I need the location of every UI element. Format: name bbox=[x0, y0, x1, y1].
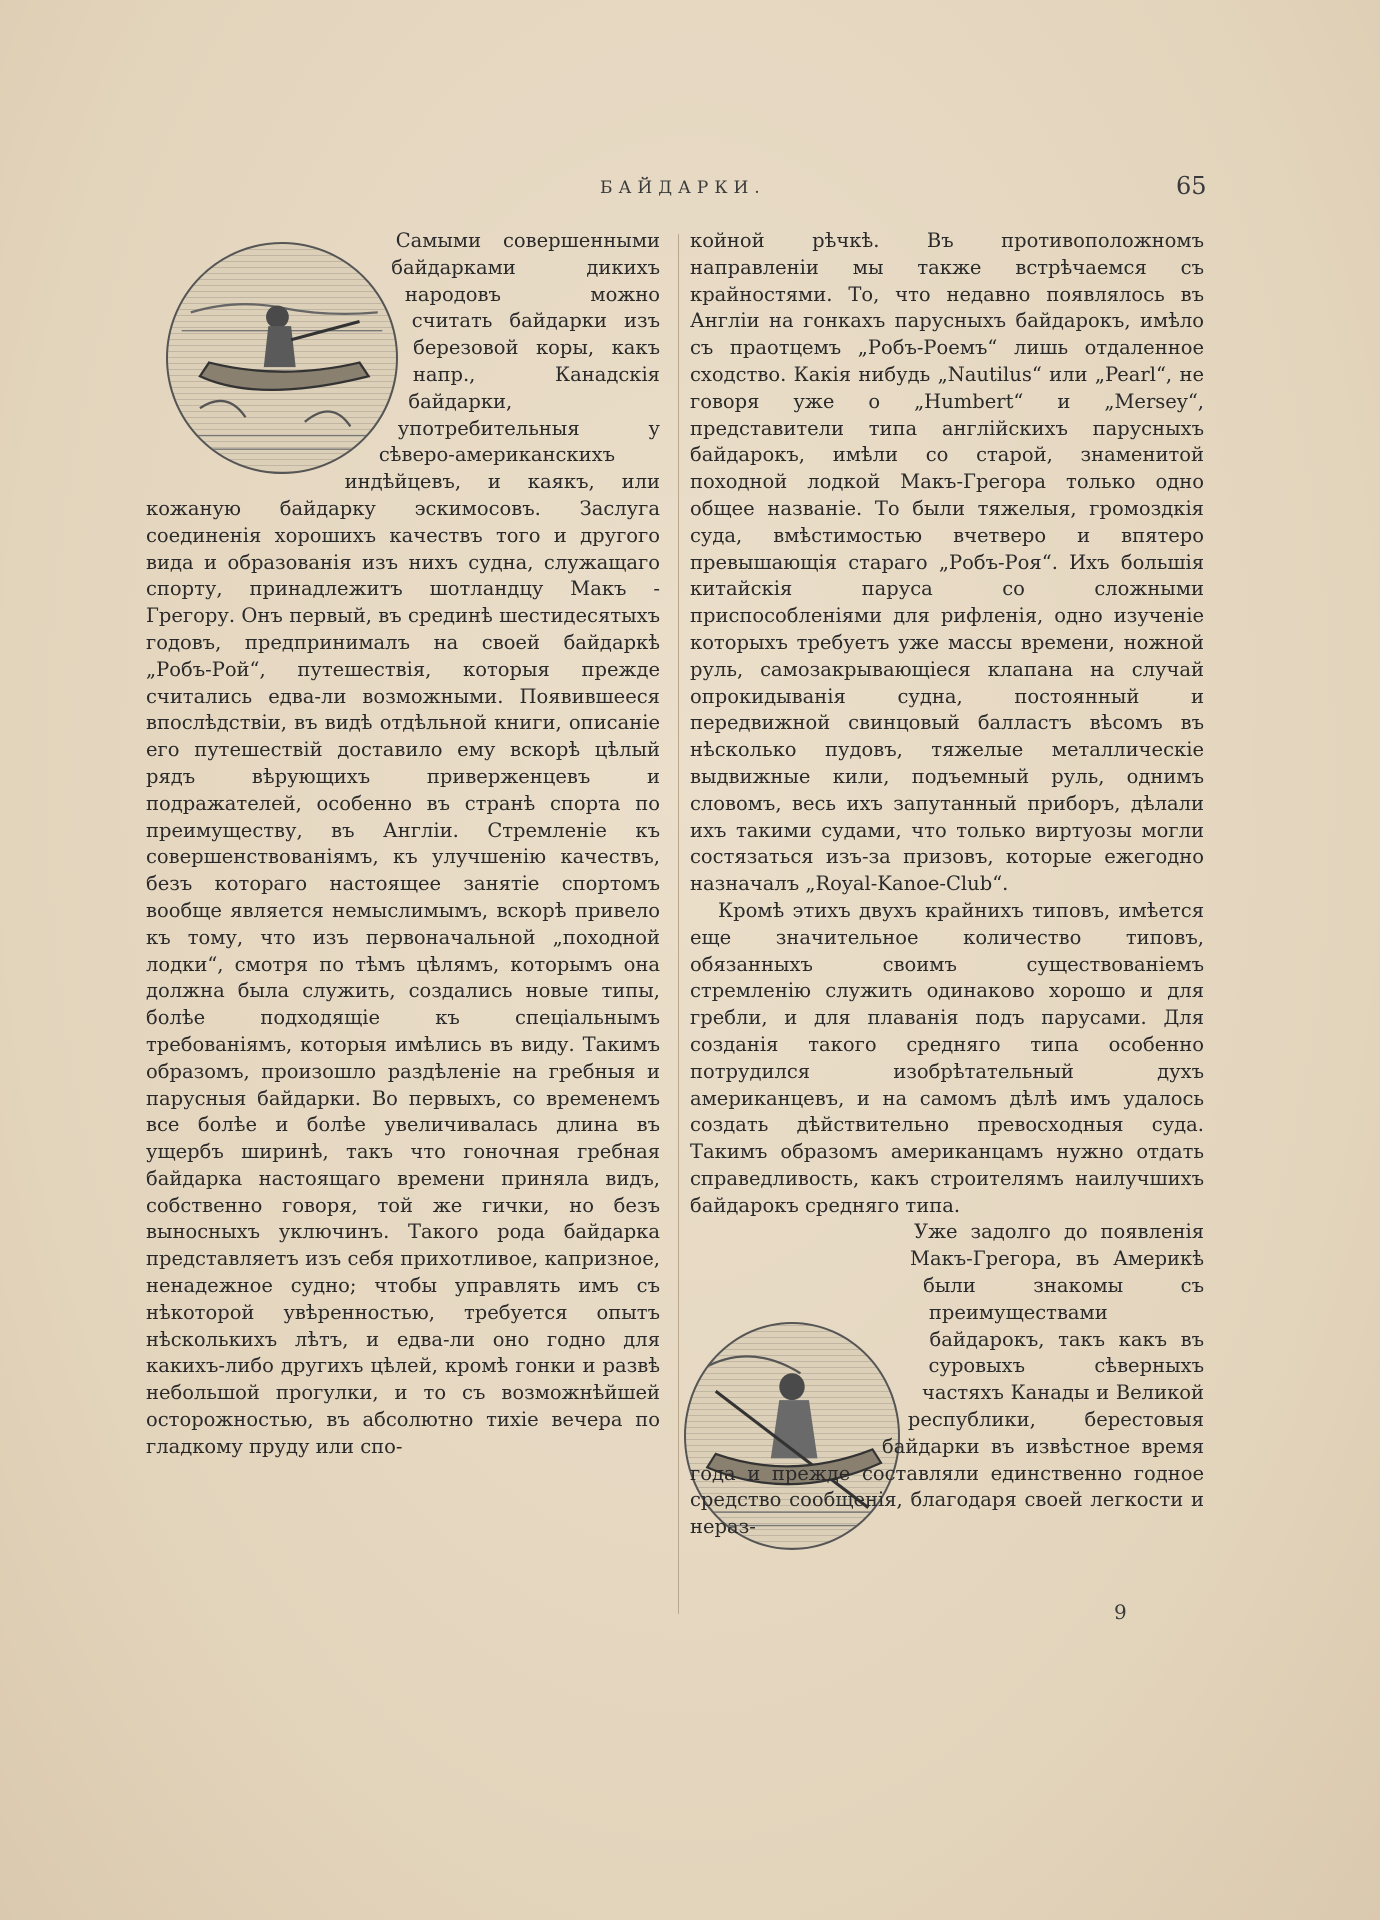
signature-mark: 9 bbox=[1114, 1600, 1127, 1624]
paragraph: Уже задолго до появленія Макъ-Грегора, въ Америкѣ были знакомы съ преимуществами байдарокъ, такъ какъ въ суровыхъ сѣверныхъ частяхъ Канады и Великой республики, берестовыя байдарки въ извѣстное время года и прежде составляли единственно годное средство сообщенія, благодаря своей легкости и нераз- bbox=[690, 1220, 1204, 1539]
left-column bbox=[146, 228, 660, 1461]
paragraph: койной рѣчкѣ. Въ противоположномъ направленіи мы также встрѣчаемся съ крайностями. То, что недавно появлялось въ Англіи на гонкахъ парусныхъ байдарокъ, имѣло съ праотцемъ „Робъ-Роемъ“ лишь отдаленное сходство. Какія нибудь „Nautilus“ или „Pearl“, не говоря уже о „Humbert“ и „Mersey“, представители типа англійскихъ парусныхъ байдарокъ, имѣли со старой, знаменитой походной лодкой Макъ-Грегора только одно общее названіе. То были тяжелыя, громоздкія суда, вмѣстимостью вчетверо и впятеро превышающія стараго „Робъ-Роя“. Ихъ большія китайскія паруса со сложными приспособленіями для рифленія, одно изученіе которыхъ требуетъ уже массы времени, ножной руль, самозакрывающіеся клапана на случай опрокидыванія судна, постоянный и передвижной свинцовый балластъ вѣсомъ въ нѣсколько пудовъ, тяжелые металлическіе выдвижные кили, подъемный руль, однимъ словомъ, весь ихъ запутанный приборъ, дѣлали ихъ такими судами, что только виртуозы могли состязаться изъ-за призовъ, которые ежегодно назначалъ „Royal-Kanoe-Club“. bbox=[690, 229, 1204, 896]
paragraph: Кромѣ этихъ двухъ крайнихъ типовъ, имѣется еще значительное количество типовъ, обязанныхъ своимъ существованіемъ стремленію служить одинаково хорошо и для гребли, и для плаванія подъ парусами. Для созданія такого средняго типа особенно потрудился изобрѣтательный духъ американцевъ, и на самомъ дѣлѣ имъ удалось создать дѣйствительно превосходныя суда. Такимъ образомъ американцамъ нужно отдать справедливость, какъ строителямъ наилучшихъ байдарокъ средняго типа. bbox=[690, 898, 1204, 1217]
figure-wrap-space bbox=[146, 228, 416, 480]
figure-wrap-space bbox=[690, 1219, 926, 1457]
page-number: 65 bbox=[1176, 172, 1207, 200]
running-head: БАЙДАРКИ. bbox=[600, 178, 766, 198]
column-divider bbox=[678, 234, 679, 1614]
paragraph: Самыми совершенными байдарками дикихъ народовъ можно считать байдарки изъ березовой коры, какъ напр., Канадскія байдарки, употребительныя у сѣверо-американскихъ индѣйцевъ, и каякъ, или кожаную байдарку эскимосовъ. Заслуга соединенія хорошихъ качествъ того и другого вида и образованія изъ нихъ судна, служащаго спорту, принадлежитъ шотландцу Макъ - Грегору. Онъ первый, въ срединѣ шестидесятыхъ годовъ, предпринималъ на своей байдаркѣ „Робъ-Рой“, путешествія, которыя прежде считались едва-ли возможными. Появившееся впослѣдствіи, въ видѣ отдѣльной книги, описаніе его путешествій доставило ему вскорѣ цѣлый рядъ вѣрующихъ приверженцевъ и подражателей, особенно въ странѣ спорта по преимуществу, въ Англіи. Стремленіе къ совершенствованіямъ, къ улучшенію качествъ, безъ котораго настоящее занятіе спортомъ вообще является немыслимымъ, вскорѣ привело къ тому, что изъ первоначальной „походной лодки“, смотря по тѣмъ цѣлямъ, которымъ она должна была служить, создались новые типы, болѣе подходящіе къ спеціальнымъ требованіямъ, которыя имѣлись въ виду. Такимъ образомъ, произошло раздѣленіе на гребныя и парусныя байдарки. Во первыхъ, со временемъ все болѣе и болѣе увеличивалась длина въ ущербъ ширинѣ, такъ что гоночная гребная байдарка настоящаго времени приняла видъ, собственно говоря, той же гички, но безъ выносныхъ уключинъ. Такого рода байдарка представляетъ изъ себя прихотливое, капризное, ненадежное судно; чтобы управлять имъ съ нѣкоторой увѣренностью, требуется опытъ нѣсколькихъ лѣтъ, и едва-ли оно годно для какихъ-либо другихъ цѣлей, кромѣ гонки и развѣ небольшой прогулки, и то съ возможнѣйшей осторожностью, въ абсолютно тихіе вечера по гладкому пруду или спо- bbox=[146, 229, 660, 1458]
right-column bbox=[690, 228, 1204, 1541]
